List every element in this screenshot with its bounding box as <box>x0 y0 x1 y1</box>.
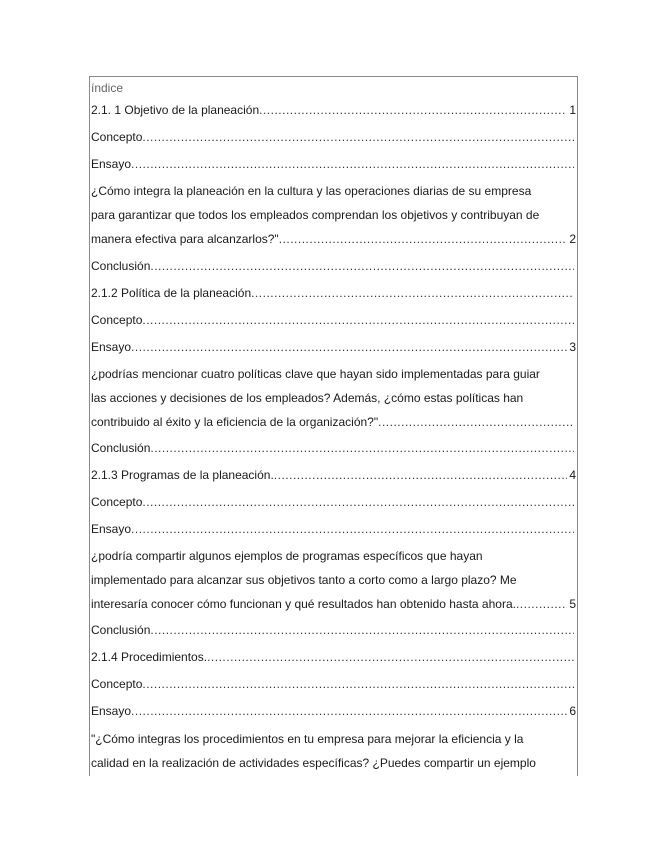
toc-entry-text: Concepto <box>91 495 143 509</box>
toc-entry-text: 2.1.2 Política de la planeación <box>91 286 252 300</box>
toc-entry-line: ¿podría compartir algunos ejemplos de programas específicos que hayan <box>91 549 483 563</box>
toc-entry-text: contribuido al éxito y la eficiencia de la organización?" <box>91 415 379 429</box>
toc-entry-question[interactable] <box>91 362 576 434</box>
toc-entry-line: implementado para alcanzar sus objetivos tanto a corto como a largo plazo? Me <box>91 573 517 587</box>
toc-leader-dots <box>207 645 574 669</box>
toc-entry-text: 2.1.4 Procedimientos. <box>91 650 208 664</box>
toc-page-number: 6 <box>569 704 576 718</box>
table-of-contents <box>89 76 578 776</box>
toc-leader-dots <box>131 517 574 541</box>
toc-entry-text: Conclusión <box>91 259 151 273</box>
toc-entry-politica[interactable] <box>91 281 576 305</box>
toc-entry-conclusion[interactable] <box>91 254 576 278</box>
toc-page-number: 2 <box>569 232 576 246</box>
toc-entry-line: para garantizar que todos los empleados comprendan los objetivos y contribuyan de <box>91 208 540 222</box>
toc-entry-line: ¿podrías mencionar cuatro políticas clave que hayan sido implementadas para guiar <box>91 367 540 381</box>
toc-entry-conclusion[interactable] <box>91 436 576 460</box>
toc-entry-objetivo[interactable] <box>91 98 576 122</box>
toc-entry-ensayo[interactable] <box>91 152 576 176</box>
toc-entry-question[interactable] <box>91 179 576 251</box>
toc-entry-question[interactable] <box>91 727 576 775</box>
toc-page-number: 3 <box>569 340 576 354</box>
toc-entry-text: Concepto <box>91 677 143 691</box>
toc-leader-dots <box>131 335 567 359</box>
toc-entry-ensayo[interactable] <box>91 699 576 723</box>
toc-page-number: 4 <box>569 468 576 482</box>
toc-leader-dots <box>274 463 568 487</box>
toc-entry-text: Ensayo <box>91 522 132 536</box>
toc-leader-dots <box>131 699 567 723</box>
toc-entry-line: calidad en la realización de actividades específicas? ¿Puedes compartir un ejemplo <box>91 756 536 770</box>
toc-entry-concepto[interactable] <box>91 308 576 332</box>
toc-entry-text: Concepto <box>91 313 143 327</box>
toc-leader-dots <box>259 98 567 122</box>
toc-entry-text: Conclusión <box>91 623 151 637</box>
toc-entry-question[interactable] <box>91 544 576 616</box>
toc-leader-dots <box>142 490 574 514</box>
toc-entry-concepto[interactable] <box>91 125 576 149</box>
toc-entry-text: manera efectiva para alcanzarlos?" <box>91 232 279 246</box>
toc-entry-text: Ensayo <box>91 340 132 354</box>
toc-entry-line: "¿Cómo integras los procedimientos en tu empresa para mejorar la eficiencia y la <box>91 732 524 746</box>
toc-title: índice <box>91 81 124 95</box>
toc-entry-procedimientos[interactable] <box>91 645 576 669</box>
toc-leader-dots <box>150 436 574 460</box>
toc-entry-text: Conclusión <box>91 441 151 455</box>
toc-entry-text: Ensayo <box>91 157 132 171</box>
toc-page-number: 1 <box>569 103 576 117</box>
toc-entry-ensayo[interactable] <box>91 517 576 541</box>
toc-entry-conclusion[interactable] <box>91 618 576 642</box>
toc-leader-dots <box>279 227 568 251</box>
toc-entry-text: 2.1.3 Programas de la planeación. <box>91 468 274 482</box>
toc-leader-dots <box>251 281 574 305</box>
toc-page-number: 5 <box>569 597 576 611</box>
toc-leader-dots <box>150 618 574 642</box>
toc-entry-text: Ensayo <box>91 704 132 718</box>
toc-leader-dots <box>142 308 574 332</box>
toc-entry-text: Concepto <box>91 130 143 144</box>
toc-leader-dots <box>516 592 567 616</box>
toc-entry-line: las acciones y decisiones de los empleados? Además, ¿cómo estas políticas han <box>91 391 524 405</box>
toc-leader-dots <box>378 410 574 434</box>
toc-entry-ensayo[interactable] <box>91 335 576 359</box>
toc-entry-line: ¿Cómo integra la planeación en la cultura y las operaciones diarias de su empresa <box>91 184 532 198</box>
toc-entry-concepto[interactable] <box>91 490 576 514</box>
toc-entry-text: 2.1. 1 Objetivo de la planeación <box>91 103 260 117</box>
toc-entry-concepto[interactable] <box>91 672 576 696</box>
toc-leader-dots <box>150 254 574 278</box>
toc-leader-dots <box>142 672 574 696</box>
toc-entry-text: interesaría conocer cómo funcionan y qué resultados han obtenido hasta ahora. <box>91 597 516 611</box>
toc-entry-programas[interactable] <box>91 463 576 487</box>
toc-leader-dots <box>142 125 574 149</box>
toc-leader-dots <box>131 152 574 176</box>
